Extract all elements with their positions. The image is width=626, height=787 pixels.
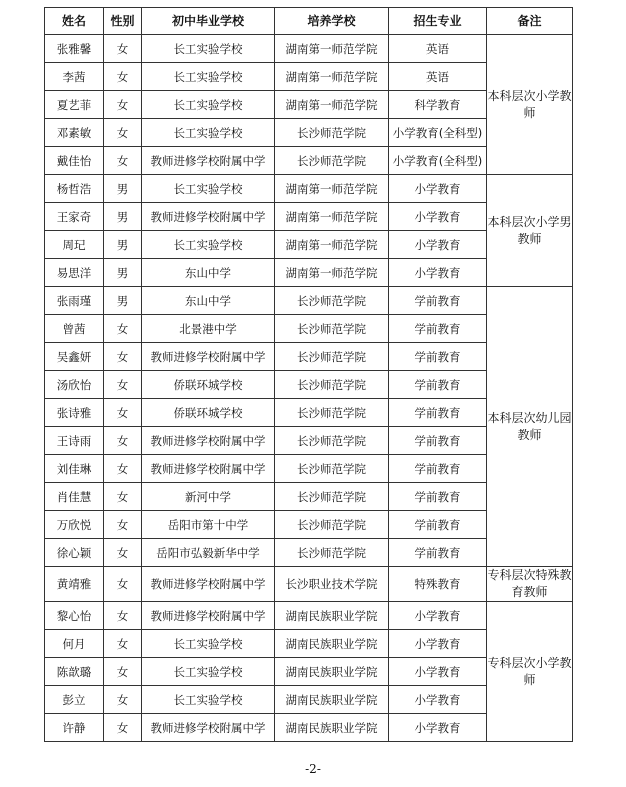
- cell-training-school: 长沙师范学院: [275, 119, 389, 147]
- cell-name: 万欣悦: [45, 511, 104, 539]
- cell-middle-school: 教师进修学校附属中学: [142, 427, 275, 455]
- cell-gender: 女: [104, 63, 142, 91]
- cell-gender: 男: [104, 259, 142, 287]
- cell-name: 彭立: [45, 686, 104, 714]
- cell-middle-school: 长工实验学校: [142, 231, 275, 259]
- cell-training-school: 长沙师范学院: [275, 371, 389, 399]
- cell-major: 小学教育: [389, 175, 487, 203]
- cell-name: 黄靖雅: [45, 567, 104, 602]
- cell-major: 特殊教育: [389, 567, 487, 602]
- header-major: 招生专业: [389, 8, 487, 35]
- cell-name: 王家奇: [45, 203, 104, 231]
- cell-middle-school: 教师进修学校附属中学: [142, 714, 275, 742]
- cell-gender: 女: [104, 371, 142, 399]
- cell-major: 学前教育: [389, 399, 487, 427]
- cell-training-school: 湖南第一师范学院: [275, 35, 389, 63]
- cell-gender: 女: [104, 91, 142, 119]
- cell-training-school: 长沙职业技术学院: [275, 567, 389, 602]
- cell-major: 学前教育: [389, 455, 487, 483]
- cell-name: 黎心怡: [45, 602, 104, 630]
- cell-training-school: 湖南民族职业学院: [275, 602, 389, 630]
- cell-middle-school: 岳阳市弘毅新华中学: [142, 539, 275, 567]
- cell-major: 小学教育: [389, 714, 487, 742]
- cell-gender: 女: [104, 343, 142, 371]
- header-name: 姓名: [45, 8, 104, 35]
- cell-middle-school: 侨联环城学校: [142, 399, 275, 427]
- cell-training-school: 长沙师范学院: [275, 147, 389, 175]
- header-training-school: 培养学校: [275, 8, 389, 35]
- cell-gender: 男: [104, 203, 142, 231]
- cell-name: 陈歆璐: [45, 658, 104, 686]
- cell-middle-school: 东山中学: [142, 259, 275, 287]
- cell-training-school: 湖南第一师范学院: [275, 203, 389, 231]
- cell-gender: 女: [104, 539, 142, 567]
- cell-name: 王诗雨: [45, 427, 104, 455]
- cell-training-school: 长沙师范学院: [275, 287, 389, 315]
- cell-major: 小学教育: [389, 686, 487, 714]
- cell-gender: 女: [104, 427, 142, 455]
- cell-middle-school: 侨联环城学校: [142, 371, 275, 399]
- cell-name: 夏艺菲: [45, 91, 104, 119]
- cell-major: 小学教育(全科型): [389, 147, 487, 175]
- cell-middle-school: 岳阳市第十中学: [142, 511, 275, 539]
- cell-name: 何月: [45, 630, 104, 658]
- cell-major: 小学教育: [389, 259, 487, 287]
- cell-major: 小学教育: [389, 630, 487, 658]
- cell-major: 学前教育: [389, 315, 487, 343]
- cell-name: 许静: [45, 714, 104, 742]
- cell-middle-school: 教师进修学校附属中学: [142, 455, 275, 483]
- cell-gender: 女: [104, 686, 142, 714]
- cell-gender: 女: [104, 511, 142, 539]
- cell-training-school: 湖南第一师范学院: [275, 175, 389, 203]
- cell-name: 戴佳怡: [45, 147, 104, 175]
- cell-middle-school: 教师进修学校附属中学: [142, 343, 275, 371]
- enrollment-table: [44, 7, 573, 742]
- cell-remark: 本科层次小学教师: [487, 35, 573, 175]
- cell-remark: 本科层次幼儿园教师: [487, 287, 573, 567]
- cell-gender: 女: [104, 315, 142, 343]
- cell-gender: 女: [104, 483, 142, 511]
- cell-middle-school: 长工实验学校: [142, 175, 275, 203]
- cell-gender: 女: [104, 399, 142, 427]
- cell-training-school: 湖南民族职业学院: [275, 686, 389, 714]
- cell-major: 科学教育: [389, 91, 487, 119]
- cell-training-school: 湖南第一师范学院: [275, 91, 389, 119]
- cell-middle-school: 教师进修学校附属中学: [142, 147, 275, 175]
- cell-major: 学前教育: [389, 427, 487, 455]
- cell-training-school: 长沙师范学院: [275, 399, 389, 427]
- cell-major: 小学教育: [389, 658, 487, 686]
- cell-middle-school: 长工实验学校: [142, 658, 275, 686]
- cell-major: 学前教育: [389, 287, 487, 315]
- cell-gender: 女: [104, 147, 142, 175]
- cell-training-school: 湖南民族职业学院: [275, 714, 389, 742]
- cell-name: 杨哲浩: [45, 175, 104, 203]
- header-remark: 备注: [487, 8, 573, 35]
- cell-middle-school: 教师进修学校附属中学: [142, 203, 275, 231]
- cell-major: 学前教育: [389, 371, 487, 399]
- cell-gender: 女: [104, 35, 142, 63]
- table-row: [45, 35, 573, 63]
- cell-training-school: 长沙师范学院: [275, 455, 389, 483]
- cell-major: 小学教育: [389, 231, 487, 259]
- cell-middle-school: 长工实验学校: [142, 630, 275, 658]
- cell-major: 小学教育(全科型): [389, 119, 487, 147]
- cell-gender: 女: [104, 714, 142, 742]
- cell-gender: 女: [104, 567, 142, 602]
- cell-training-school: 湖南第一师范学院: [275, 63, 389, 91]
- cell-major: 学前教育: [389, 539, 487, 567]
- cell-gender: 女: [104, 658, 142, 686]
- cell-training-school: 湖南民族职业学院: [275, 630, 389, 658]
- cell-major: 小学教育: [389, 203, 487, 231]
- cell-gender: 女: [104, 602, 142, 630]
- cell-major: 学前教育: [389, 483, 487, 511]
- cell-name: 易思洋: [45, 259, 104, 287]
- cell-major: 学前教育: [389, 343, 487, 371]
- cell-name: 张诗雅: [45, 399, 104, 427]
- cell-training-school: 长沙师范学院: [275, 511, 389, 539]
- cell-middle-school: 长工实验学校: [142, 686, 275, 714]
- cell-middle-school: 教师进修学校附属中学: [142, 602, 275, 630]
- cell-training-school: 湖南第一师范学院: [275, 231, 389, 259]
- cell-middle-school: 教师进修学校附属中学: [142, 567, 275, 602]
- cell-training-school: 长沙师范学院: [275, 343, 389, 371]
- cell-name: 刘佳琳: [45, 455, 104, 483]
- page-number: -2-: [305, 762, 321, 776]
- table-header-row: [45, 8, 573, 35]
- cell-training-school: 长沙师范学院: [275, 539, 389, 567]
- cell-training-school: 湖南第一师范学院: [275, 259, 389, 287]
- cell-middle-school: 长工实验学校: [142, 63, 275, 91]
- cell-name: 曾茜: [45, 315, 104, 343]
- cell-name: 张雅馨: [45, 35, 104, 63]
- cell-middle-school: 新河中学: [142, 483, 275, 511]
- table-body: [45, 35, 573, 742]
- cell-training-school: 湖南民族职业学院: [275, 658, 389, 686]
- cell-name: 邓素敏: [45, 119, 104, 147]
- cell-gender: 女: [104, 455, 142, 483]
- cell-major: 学前教育: [389, 511, 487, 539]
- cell-training-school: 长沙师范学院: [275, 483, 389, 511]
- cell-major: 小学教育: [389, 602, 487, 630]
- cell-gender: 男: [104, 287, 142, 315]
- cell-name: 周玘: [45, 231, 104, 259]
- cell-major: 英语: [389, 63, 487, 91]
- cell-gender: 女: [104, 119, 142, 147]
- cell-training-school: 长沙师范学院: [275, 315, 389, 343]
- cell-major: 英语: [389, 35, 487, 63]
- table-row: [45, 602, 573, 630]
- cell-middle-school: 长工实验学校: [142, 35, 275, 63]
- cell-name: 汤欣怡: [45, 371, 104, 399]
- cell-remark: 专科层次小学教师: [487, 602, 573, 742]
- cell-name: 张雨瑾: [45, 287, 104, 315]
- table-row: [45, 287, 573, 315]
- cell-name: 肖佳慧: [45, 483, 104, 511]
- cell-gender: 男: [104, 231, 142, 259]
- cell-middle-school: 长工实验学校: [142, 91, 275, 119]
- cell-gender: 男: [104, 175, 142, 203]
- cell-middle-school: 东山中学: [142, 287, 275, 315]
- cell-middle-school: 长工实验学校: [142, 119, 275, 147]
- header-gender: 性别: [104, 8, 142, 35]
- cell-gender: 女: [104, 630, 142, 658]
- table-row: [45, 567, 573, 602]
- table-row: [45, 175, 573, 203]
- header-middle-school: 初中毕业学校: [142, 8, 275, 35]
- cell-training-school: 长沙师范学院: [275, 427, 389, 455]
- cell-remark: 专科层次特殊教育教师: [487, 567, 573, 602]
- cell-name: 徐心颖: [45, 539, 104, 567]
- cell-name: 李茜: [45, 63, 104, 91]
- cell-middle-school: 北景港中学: [142, 315, 275, 343]
- cell-name: 吴鑫妍: [45, 343, 104, 371]
- cell-remark: 本科层次小学男教师: [487, 175, 573, 287]
